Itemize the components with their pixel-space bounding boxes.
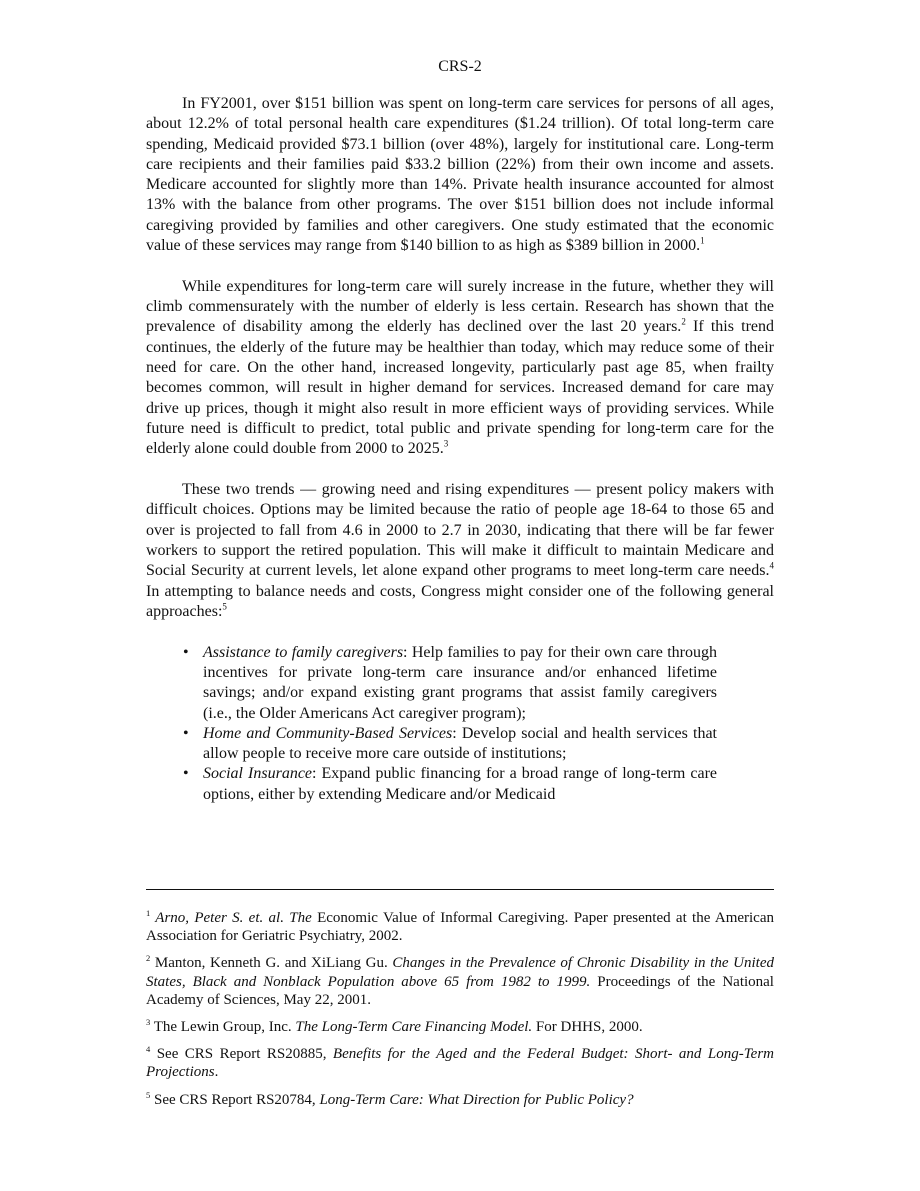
bullet-title: Social Insurance (203, 765, 313, 783)
list-item (183, 724, 717, 765)
paragraph-text: In attempting to balance needs and costs, Congress might consider one of the following general approaches: (146, 582, 774, 620)
footnote-text: For DHHS, 2000. (532, 1019, 643, 1036)
footnote-italic: Benefits for the Aged and the Federal Budget: Short- and Long-Term Projections (146, 1046, 774, 1081)
footnote-text: Manton, Kenneth G. and XiLiang Gu. (150, 955, 393, 972)
paragraph-spending (146, 94, 774, 256)
footnote-number: 2 (146, 953, 151, 964)
footnote-text: See CRS Report RS20885, (150, 1046, 333, 1063)
body-text (146, 94, 774, 805)
footnotes (146, 909, 774, 1118)
footnote-number: 3 (146, 1017, 151, 1028)
footnote-divider (146, 889, 774, 890)
footnote-1 (146, 909, 774, 945)
footnote-5 (146, 1091, 774, 1109)
footnote-ref-4[interactable]: 4 (769, 560, 774, 571)
footnote-4 (146, 1045, 774, 1081)
footnote-ref-5[interactable]: 5 (222, 601, 227, 612)
paragraph-text: While expenditures for long-term care will surely increase in the future, whether they will climb commensurately with the number of elderly is less certain. Research has shown that the prevalence of disability among the elderly has declined over the last 20 years. (146, 277, 774, 336)
footnote-ref-1[interactable]: 1 (700, 235, 705, 246)
footnote-number: 5 (146, 1089, 151, 1100)
footnote-text: See CRS Report RS20784, (150, 1091, 320, 1108)
footnote-number: 4 (146, 1044, 151, 1055)
bullet-icon: • (183, 643, 189, 661)
paragraph-future-expenditures (146, 277, 774, 460)
paragraph-text: If this trend continues, the elderly of the future may be healthier than today, which may reduce some of their need for care. On the other hand, increased longevity, particularly past age 85, when frailty becomes common, will result in higher demand for services. Increased demand for care may drive up prices, though it might also result in more efficient ways of providing services. While future need is difficult to predict, total public and private spending for long-term care for the elderly alone could double from 2000 to 2025. (146, 318, 774, 458)
footnote-ref-3[interactable]: 3 (443, 438, 449, 449)
bullet-title: Home and Community-Based Services (203, 724, 453, 742)
footnote-italic: The Long-Term Care Financing Model. (295, 1019, 533, 1036)
paragraph-text: In FY2001, over $151 billion was spent on long-term care services for persons of all ages, about 12.2% of total personal health care expenditures ($1.24 trillion). Of total long-term care spending, Medicaid provided $73.1 billion (over 48%), largely for institutional care. Long-term care recipients and their families paid $33.2 billion (22%) from their own income and assets. Medicare accounted for slightly more than 14%. Private health insurance accounted for almost 13% with the balance from other programs. The over $151 billion does not include informal caregiving provided by families and other caregivers. One study estimated that the economic value of these services may range from $140 billion to as high as $389 billion in 2000. (146, 95, 774, 255)
bullet-icon: • (183, 724, 189, 742)
footnote-text: Proceedings of the National Academy of Sciences, May 22, 2001. (146, 973, 774, 1008)
footnote-text: . (214, 1064, 219, 1081)
bullet-icon: • (183, 765, 189, 783)
bullet-text: : Expand public financing for a broad range of long-term care options, either by extending Medicare and/or Medicaid (203, 765, 717, 803)
bullet-title: Assistance to family caregivers (203, 643, 404, 661)
paragraph-policy-choices (146, 480, 774, 622)
list-item (183, 764, 717, 805)
footnote-2 (146, 954, 774, 1009)
bullet-text: : Help families to pay for their own care through incentives for private long-term care insurance and/or enhanced lifetime savings; and/or expand existing grant programs that assist family caregivers (i.e., the Older Americans Act caregiver program); (203, 643, 717, 722)
footnote-italic: Long-Term Care: What Direction for Public Policy? (319, 1091, 634, 1108)
footnote-italic: Changes in the Prevalence of Chronic Disability in the United States, Black and Nonblack Population above 65 from 1982 to 1999. (146, 955, 774, 990)
bullet-text: : Develop social and health services that allow people to receive more care outside of institutions; (203, 724, 717, 763)
approaches-list (146, 643, 717, 805)
page-header: CRS-2 (438, 58, 482, 75)
list-item (183, 643, 717, 724)
footnote-ref-2[interactable]: 2 (681, 317, 686, 328)
footnote-text: The Lewin Group, Inc. (150, 1019, 296, 1036)
paragraph-text: These two trends — growing need and rising expenditures — present policy makers with difficult choices. Options may be limited because the ratio of people age 18-64 to those 65 and over is projected to fall from 4.6 in 2000 to 2.7 in 2030, indicating that there will be far fewer workers to support the retired population. This will make it difficult to maintain Medicare and Social Security at current levels, let alone expand other programs to meet long-term care needs. (146, 481, 774, 580)
footnote-number: 1 (146, 908, 151, 918)
footnote-italic: Arno, Peter S. et. al. The (150, 910, 312, 926)
footnote-3 (146, 1018, 774, 1036)
footnote-text: Economic Value of Informal Caregiving. Paper presented at the American Association for Geriatric Psychiatry, 2002. (146, 910, 774, 945)
